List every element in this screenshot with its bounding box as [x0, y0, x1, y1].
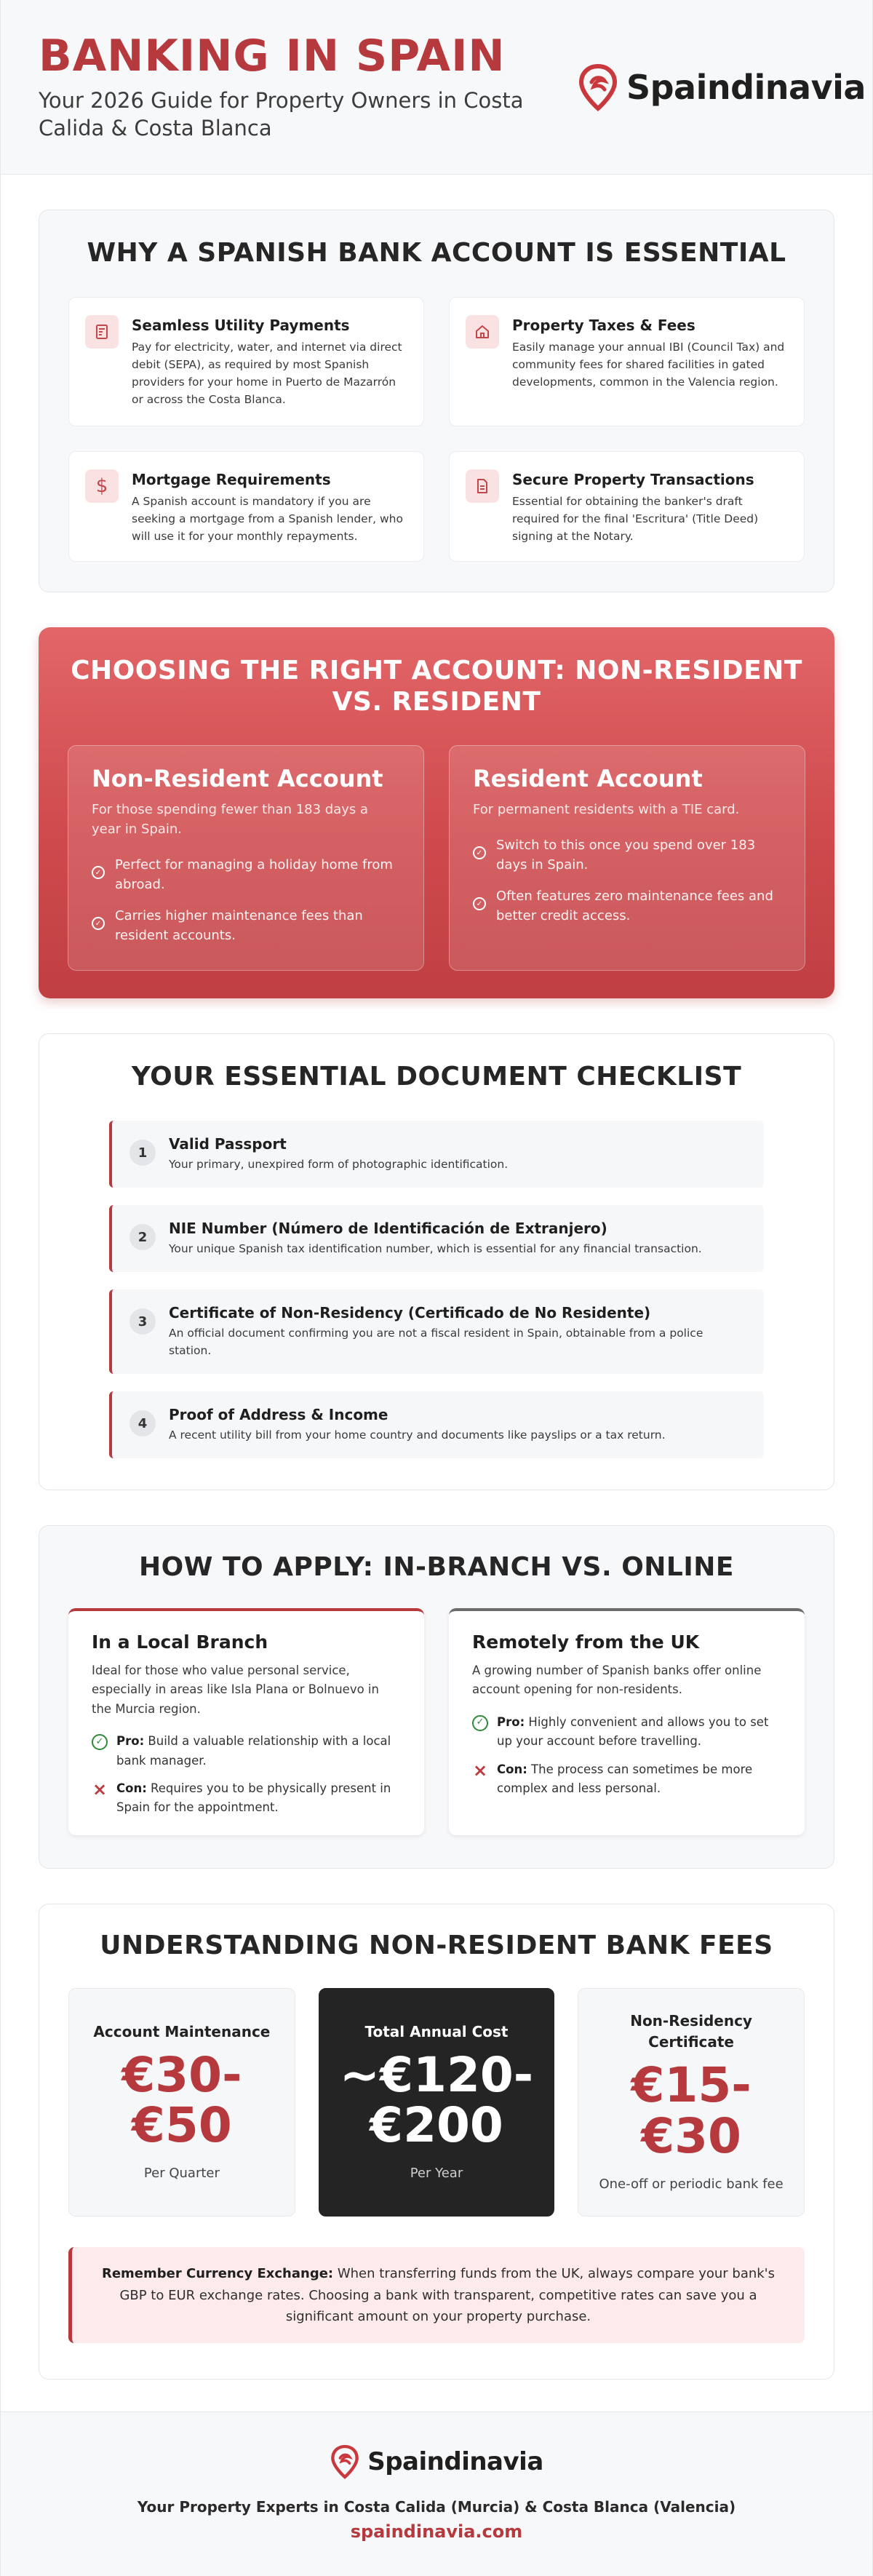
- footer-brand-name: Spaindinavia: [367, 2447, 543, 2476]
- fees-section: [39, 1904, 834, 2380]
- step-number-badge: 2: [129, 1224, 156, 1250]
- header: [1, 0, 872, 175]
- why-grid: [68, 297, 805, 562]
- why-item-text: Pay for electricity, water, and internet via direct debit (SEPA), as required by most Spanish providers for your home in Puerto de Mazarrón or across the Costa Blanca.: [132, 341, 402, 407]
- con-text: [497, 1760, 781, 1799]
- document-text: A recent utility bill from your home country and documents like payslips or a tax return.: [169, 1428, 666, 1442]
- account-point-text: Perfect for managing a holiday home from abroad.: [115, 857, 393, 893]
- document-title: Valid Passport: [169, 1135, 287, 1153]
- con-item: [472, 1760, 781, 1799]
- check-circle-icon: ✓: [472, 1715, 488, 1731]
- why-item-title: Seamless Utility Payments: [132, 317, 350, 334]
- option-text: Ideal for those who value personal service, especially in areas like Isla Plana or Bolnuevo in the Murcia region.: [92, 1663, 379, 1716]
- fee-label: Non-Residency Certificate: [630, 2012, 752, 2051]
- list-item: [109, 1289, 764, 1374]
- account-point-text: Carries higher maintenance fees than resident accounts.: [115, 908, 363, 944]
- pro-body: Build a valuable relationship with a local bank manager.: [116, 1734, 391, 1768]
- account-point-text: Switch to this once you spend over 183 days in Spain.: [496, 838, 756, 873]
- footer: [1, 2412, 872, 2576]
- fees-grid: [68, 1988, 805, 2217]
- document-text: An official document confirming you are not a fiscal resident in Spain, obtainable from a police station.: [169, 1327, 703, 1358]
- fee-value: [121, 2046, 242, 2153]
- non-resident-account-card: [68, 745, 424, 971]
- why-item-text: A Spanish account is mandatory if you are seeking a mortgage from a Spanish lender, who will use it for your monthly repayments.: [132, 495, 403, 544]
- brand-name: Spaindinavia: [626, 67, 866, 107]
- option-title: Remotely from the UK: [472, 1631, 700, 1653]
- check-circle-icon: ✓: [473, 897, 486, 910]
- apply-grid: [68, 1608, 805, 1835]
- accounts-title: CHOOSING THE RIGHT ACCOUNT: NON-RESIDENT VS. RESIDENT: [71, 656, 802, 717]
- account-title: Non-Resident Account: [92, 765, 383, 793]
- list-item: [109, 1205, 764, 1272]
- main-content: [1, 175, 872, 2380]
- fee-card-annual: [319, 1988, 554, 2217]
- document-list: [109, 1121, 764, 1458]
- document-title: Proof of Address & Income: [169, 1406, 388, 1424]
- con-text: [116, 1779, 401, 1818]
- option-title: In a Local Branch: [92, 1631, 268, 1653]
- fee-label: Total Annual Cost: [364, 2022, 509, 2040]
- why-item-text: Essential for obtaining the banker's draft required for the final 'Escritura' (Title Deed) signing at the Notary.: [512, 495, 759, 544]
- fee-card-certificate: [578, 1988, 805, 2217]
- fee-label: Account Maintenance: [93, 2022, 271, 2040]
- document-icon: [466, 469, 499, 503]
- currency-exchange-note: [68, 2247, 805, 2343]
- footer-brand-logo[interactable]: [330, 2444, 543, 2479]
- option-text: A growing number of Spanish banks offer online account opening for non-residents.: [472, 1663, 762, 1697]
- fees-title: UNDERSTANDING NON-RESIDENT BANK FEES: [100, 1931, 773, 1960]
- list-item: [109, 1121, 764, 1188]
- step-number-badge: 3: [129, 1308, 156, 1335]
- con-item: [92, 1779, 401, 1818]
- pro-item: [472, 1713, 781, 1752]
- account-point: [92, 855, 400, 894]
- why-item-utility: [68, 297, 424, 426]
- apply-title: HOW TO APPLY: IN-BRANCH VS. ONLINE: [139, 1552, 734, 1582]
- account-subtitle: For those spending fewer than 183 days a year in Spain.: [92, 802, 369, 838]
- fee-value-line: €30: [641, 2107, 741, 2164]
- remote-option-card: [449, 1608, 805, 1835]
- check-circle-icon: ✓: [473, 846, 486, 859]
- checklist-section: [39, 1033, 834, 1490]
- accounts-grid: [68, 745, 805, 971]
- fee-value-line: €50: [132, 2097, 232, 2153]
- step-number-badge: 4: [129, 1410, 156, 1436]
- note-label: Remember Currency Exchange:: [101, 2266, 334, 2281]
- fee-value-line: €30-: [121, 2046, 242, 2103]
- why-item-taxes: [449, 297, 805, 426]
- check-circle-icon: ✓: [92, 1734, 108, 1750]
- fee-value-line: €200: [370, 2097, 503, 2153]
- location-pin-logo-icon: [577, 63, 619, 111]
- document-text: Your unique Spanish tax identification number, which is essential for any financial transaction.: [169, 1242, 702, 1256]
- account-subtitle: For permanent residents with a TIE card.: [473, 802, 740, 818]
- apply-section: [39, 1525, 834, 1869]
- receipt-icon: [85, 315, 119, 349]
- home-icon: [466, 315, 499, 349]
- pro-item: [92, 1732, 401, 1770]
- why-item-mortgage: [68, 451, 424, 562]
- con-body: The process can sometimes be more complex and less personal.: [497, 1762, 753, 1795]
- con-body: Requires you to be physically present in Spain for the appointment.: [116, 1781, 391, 1815]
- why-item-title: Secure Property Transactions: [512, 471, 754, 488]
- fee-note: Per Year: [410, 2166, 463, 2182]
- list-item: [109, 1391, 764, 1458]
- page-subtitle: Your 2026 Guide for Property Owners in Costa Calida & Costa Blanca: [39, 88, 524, 140]
- document-title: NIE Number (Número de Identificación de Extranjero): [169, 1220, 607, 1238]
- branch-option-card: [68, 1608, 424, 1835]
- account-title: Resident Account: [473, 765, 703, 793]
- why-title: WHY A SPANISH BANK ACCOUNT IS ESSENTIAL: [87, 238, 786, 268]
- resident-account-card: [449, 745, 805, 971]
- footer-tagline: Your Property Experts in Costa Calida (Murcia) & Costa Blanca (Valencia): [137, 2498, 736, 2516]
- fee-value: [631, 2057, 752, 2164]
- page-title: BANKING IN SPAIN: [39, 31, 506, 82]
- checklist-title: YOUR ESSENTIAL DOCUMENT CHECKLIST: [131, 1062, 742, 1092]
- pro-text: [497, 1713, 781, 1752]
- pro-body: Highly convenient and allows you to set up your account before travelling.: [497, 1714, 769, 1749]
- step-number-badge: 1: [129, 1140, 156, 1166]
- dollar-icon: $: [85, 469, 119, 503]
- check-circle-icon: ✓: [92, 866, 105, 879]
- document-text: Your primary, unexpired form of photographic identification.: [169, 1158, 509, 1171]
- why-item-title: Property Taxes & Fees: [512, 317, 695, 334]
- brand-logo[interactable]: [577, 63, 866, 111]
- fee-value-line: ~€120-: [339, 2046, 534, 2103]
- account-point: [92, 906, 400, 945]
- fee-card-maintenance: [68, 1988, 295, 2217]
- fee-note: Per Quarter: [143, 2166, 220, 2182]
- why-section: [39, 210, 834, 592]
- website-link[interactable]: spaindinavia.com: [350, 2521, 523, 2542]
- fee-value-line: €15-: [631, 2057, 752, 2114]
- check-circle-icon: ✓: [92, 917, 105, 930]
- pro-label: Pro:: [116, 1734, 145, 1749]
- location-pin-logo-icon: [330, 2444, 360, 2479]
- pro-label: Pro:: [497, 1714, 525, 1729]
- note-text: When transferring funds from the UK, always compare your bank's GBP to EUR exchange rates. Choosing a bank with transparent, competitive rates can save you a significant amount on your property purchase.: [119, 2266, 776, 2325]
- fee-value: [339, 2046, 534, 2153]
- account-point: [473, 835, 781, 875]
- con-label: Con:: [116, 1781, 147, 1795]
- cross-icon: ×: [472, 1760, 488, 1781]
- pro-text: [116, 1732, 401, 1770]
- header-text: [39, 32, 577, 141]
- why-item-title: Mortgage Requirements: [132, 471, 331, 488]
- why-item-transactions: [449, 451, 805, 562]
- account-point-text: Often features zero maintenance fees and better credit access.: [496, 889, 773, 924]
- why-item-text: Easily manage your annual IBI (Council Tax) and community fees for shared facilities in gated developments, common in the Valencia region.: [512, 341, 785, 389]
- fee-note: One-off or periodic bank fee: [599, 2176, 784, 2192]
- account-point: [473, 886, 781, 926]
- document-title: Certificate of Non-Residency (Certificado de No Residente): [169, 1304, 651, 1322]
- con-label: Con:: [497, 1762, 527, 1776]
- accounts-section: [39, 627, 834, 998]
- cross-icon: ×: [92, 1778, 108, 1800]
